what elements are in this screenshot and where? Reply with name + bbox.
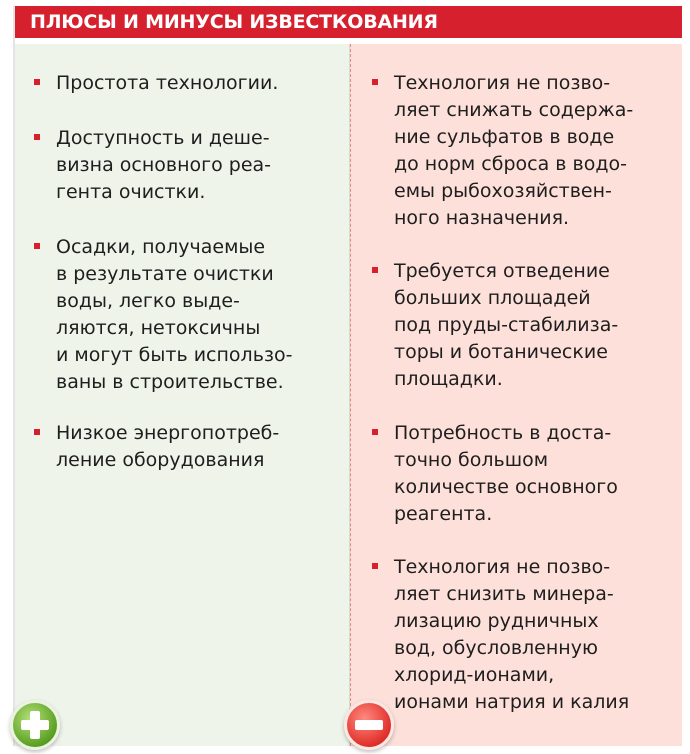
cons-item-1: Технология не позво- ляет снижать содержа- ние сульфатов в воде до норм сброса в водо- емы рыбохозяйствен- ного назначения. — [394, 70, 633, 232]
pros-item-1: Простота технологии. — [56, 70, 278, 97]
pros-item-2: Доступность и деше- визна основного реа- гента очистки. — [56, 125, 271, 206]
pros-item-4: Низкое энергопотреб- ление оборудования — [56, 420, 279, 474]
cons-item-3: Потребность в доста- точно большом количестве основного реагента. — [394, 420, 618, 528]
bullet-marker — [372, 429, 378, 435]
cons-item-4: Технология не позво- ляет снизить минера- лизацию рудничных вод, обусловленную хлорид-ионами, ионами натрия и калия — [394, 554, 629, 716]
bullet-marker — [34, 134, 40, 140]
plus-icon — [10, 700, 60, 750]
comparison-table — [13, 6, 680, 746]
bullet-marker — [372, 267, 378, 273]
pros-item-3: Осадки, получаемые в результате очистки воды, легко выде- ляются, нетоксичны и могут быть использо- ваны в строительстве. — [56, 234, 292, 396]
bullet-marker — [34, 243, 40, 249]
bullet-marker — [372, 563, 378, 569]
minus-icon — [344, 700, 394, 750]
bullet-marker — [34, 429, 40, 435]
table-title: ПЛЮСЫ И МИНУСЫ ИЗВЕСТКОВАНИЯ — [15, 6, 682, 38]
bullet-marker — [34, 79, 40, 85]
cons-item-2: Требуется отведение больших площадей под пруды-стабилиза- торы и ботанические площадки. — [394, 258, 618, 393]
pros-column — [15, 44, 350, 746]
bullet-marker — [372, 79, 378, 85]
cons-column — [350, 44, 682, 746]
